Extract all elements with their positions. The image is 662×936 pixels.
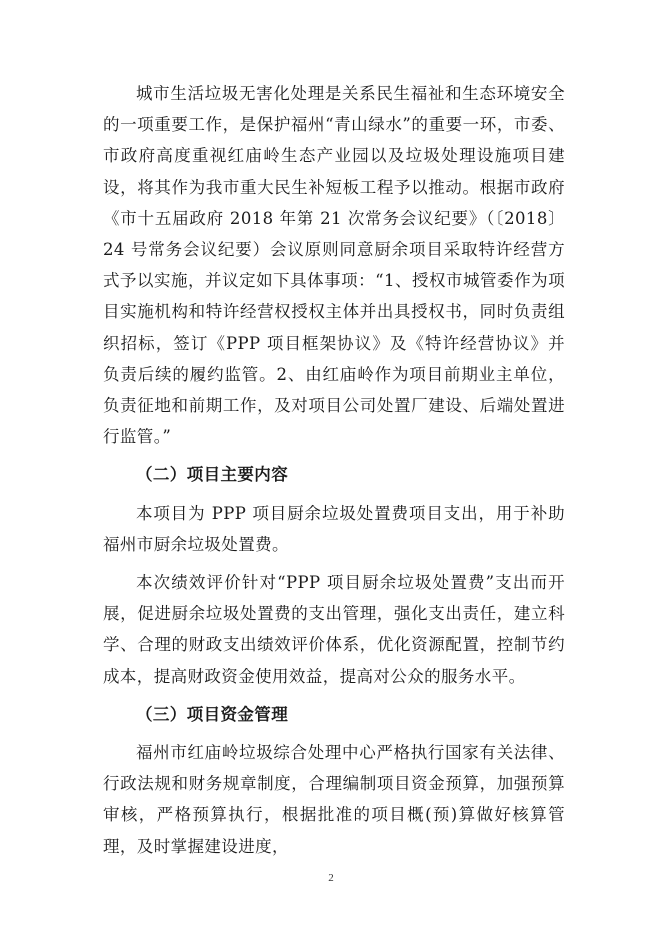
paragraph-project-content: 本项目为 PPP 项目厨余垃圾处置费项目支出，用于补助福州市厨余垃圾处置费。	[103, 503, 565, 554]
paragraph-background: 城市生活垃圾无害化处理是关系民生福祉和生态环境安全的一项重要工作，是保护福州“青山绿水”的重要一环，市委、市政府高度重视红庙岭生态产业园以及垃圾处理设施项目建设，将其作为我市重大民生补短板工程予以推动。根据市政府《市十五届政府 2018 年第 21 次常务会议纪要》（〔2018〕24 号常务会议纪要）会议原则同意厨余项目采取特许经营方式予以实施，并议定如下具体事项：“1、授权市城管委作为项目实施机构和特许经营权授权主体并出具授权书，同时负责组织招标，签订《PPP 项目框架协议》及《特许经营协议》并负责后续的履约监管。2、由红庙岭作为项目前期业主单位，负责征地和前期工作，及对项目公司处置厂建设、后端处置进行监管。”	[103, 84, 565, 447]
paragraph-fund-management: 福州市红庙岭垃圾综合处理中心严格执行国家有关法律、行政法规和财务规章制度，合理编制项目资金预算，加强预算审核，严格预算执行，根据批准的项目概(预)算做好核算管理，及时掌握建设进度，	[103, 743, 565, 856]
document-body	[103, 78, 565, 862]
paragraph-evaluation-purpose: 本次绩效评价针对“PPP 项目厨余垃圾处置费”支出而开展，促进厨余垃圾处置费的支出管理，强化支出责任，建立科学、合理的财政支出绩效评价体系，优化资源配置，控制节约成本，提高财政资金使用效益，提高对公众的服务水平。	[103, 573, 565, 686]
section-heading-main-content: （二）项目主要内容	[136, 465, 289, 485]
section-heading-fund-management: （三）项目资金管理	[136, 704, 289, 724]
page-number: 2	[328, 872, 334, 884]
